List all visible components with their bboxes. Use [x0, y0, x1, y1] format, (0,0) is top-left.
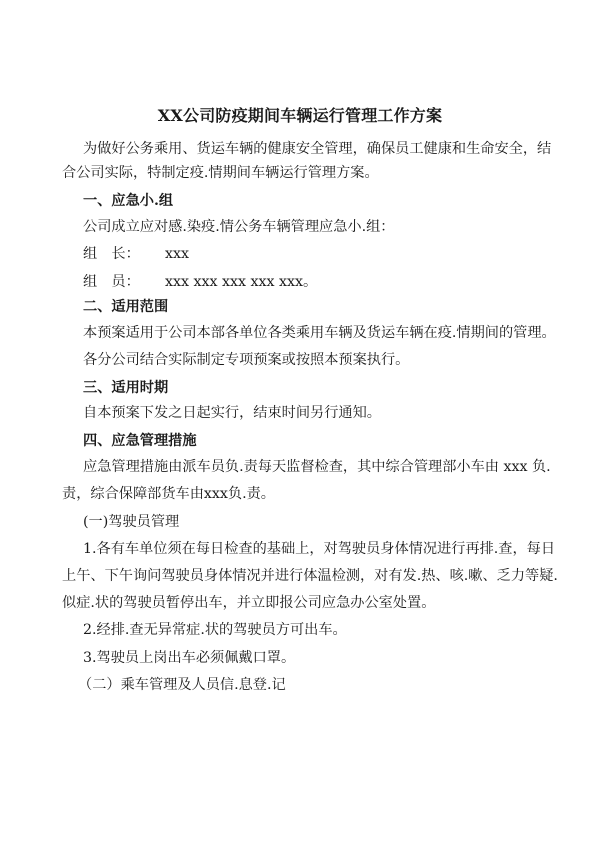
scope-line-2: 各分公司结合实际制定专项预案或按照本预案执行。: [83, 352, 410, 368]
driver-item-3: 3.驾驶员上岗出车必须佩戴口罩。: [83, 650, 296, 666]
measures-line-1: 应急管理措施由派车员负.责每天监督检查，其中综合管理部小车由 xxx 负.: [83, 459, 551, 475]
section-heading-emergency-team: 一、应急小.组: [83, 193, 174, 209]
driver-item-1-line-3: 似症.状的驾驶员暂停出车，并立即报公司应急办公室处置。: [62, 595, 436, 611]
driver-item-2: 2.经排.查无异常症.状的驾驶员方可出车。: [83, 622, 347, 638]
document-title: XX公司防疫期间车辆运行管理工作方案: [157, 106, 443, 125]
emergency-team-text: 公司成立应对感.染疫.情公务车辆管理应急小.组：: [83, 219, 395, 235]
measures-line-2: 责，综合保障部货车由xxx负.责。: [62, 486, 275, 502]
period-text: 自本预案下发之日起实行，结束时间另行通知。: [83, 405, 381, 421]
intro-line-1: 为做好公务乘用、货运车辆的健康安全管理，确保员工健康和生命安全，结: [83, 141, 552, 157]
driver-item-1-line-2: 上午、下午询问驾驶员身体情况并进行体温检测，对有发.热、咳.嗽、乏力等疑.: [62, 568, 558, 584]
team-members-label: 组 员：: [83, 274, 140, 290]
team-leader-label: 组 长：: [83, 246, 140, 262]
subsection-driver-management: (一)驾驶员管理: [83, 514, 180, 530]
subsection-ride-management: （二）乘车管理及人员信.息登.记: [78, 677, 286, 693]
driver-item-1-line-1: 1.各有车单位须在每日检查的基础上，对驾驶员身体情况进行再排.查，每日: [83, 541, 556, 557]
team-members-row: [83, 272, 573, 292]
team-members-value: xxx xxx xxx xxx xxx。: [165, 274, 318, 290]
intro-line-2: 合公司实际，特制定疫.情期间车辆运行管理方案。: [62, 165, 379, 181]
team-leader-row: [83, 244, 573, 264]
section-heading-period: 三、适用时期: [83, 380, 169, 396]
scope-line-1: 本预案适用于公司本部各单位各类乘用车辆及货运车辆在疫.情期间的管理。: [83, 325, 556, 341]
section-heading-measures: 四、应急管理措施: [83, 433, 197, 449]
team-leader-value: xxx: [165, 246, 190, 262]
section-heading-scope: 二、适用范围: [83, 299, 169, 315]
